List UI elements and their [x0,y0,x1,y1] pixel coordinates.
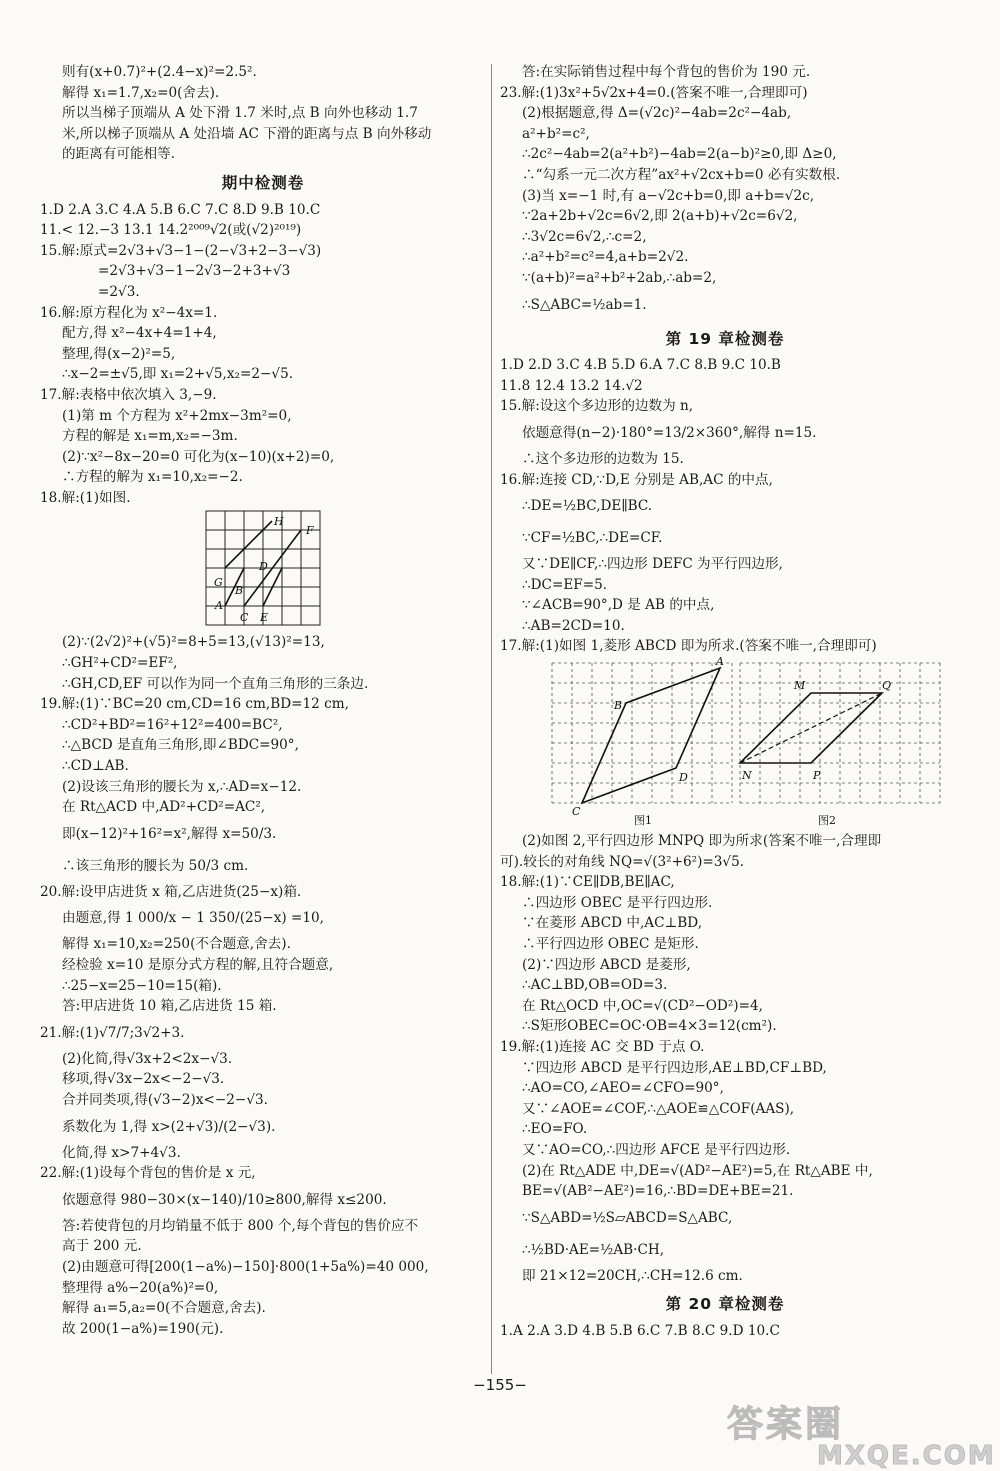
q22-line: 故 200(1−a%)=190(元). [62,1320,224,1337]
q23-line: ∵(a+b)²=a²+b²+2ab,∴ab=2, [522,269,717,286]
q17-line: 17.解:表格中依次填入 3,−9. [40,386,217,403]
q17-line: 可).较长的对角线 NQ=√(3²+6²)=3√5. [500,853,745,870]
figure-2-caption: 图2 [818,814,836,828]
q16-line: ∴DC=EF=5. [522,576,608,593]
q19-line: ∴该三角形的腰长为 50/3 cm. [62,857,249,874]
fill-answers: 11.8 12.4 13.2 14.√2 [500,377,643,394]
q23-line: ∴S△ABC=½ab=1. [522,296,647,313]
q17-line: (1)第 m 个方程为 x²+2mx−3m²=0, [62,407,292,424]
q18-line: ∵在菱形 ABCD 中,AC⊥BD, [522,915,703,932]
q16-line: ∴DE=½BC,DE∥BC. [522,498,653,515]
q19-line: (2)在 Rt△ADE 中,DE=√(AD²−AE²)=5,在 Rt△ABE 中, [522,1162,873,1179]
watermark-text-top: 答案圈 [727,1404,845,1445]
q16-line: 16.解:原方程化为 x²−4x=1. [40,304,218,321]
point-label-e: E [260,611,269,625]
rhombus-figures [500,657,950,831]
fig2-label-m: M [794,679,806,693]
q18-line: ∴四边形 OBEC 是平行四边形. [522,894,713,911]
q22-line: (2)由题意可得[200(1−a%)−150]·800(1+5a%)=40 000, [62,1258,429,1275]
q21-line: 合并同类项,得(√3−2)x<−2−√3. [62,1091,268,1108]
fig2-label-p: P [813,769,821,783]
right-column [500,62,950,1342]
grid-figure [40,508,486,632]
q22-line: 22.解:(1)设每个背包的售价是 x 元, [40,1165,256,1182]
q16-line: ∴AB=2CD=10. [522,617,625,634]
q16-line: 又∵DE∥CF,∴四边形 DEFC 为平行四边形, [522,556,783,573]
text-line: 答:在实际销售过程中每个背包的售价为 190 元. [522,64,811,80]
q22-line: 解得 a₁=5,a₂=0(不合题意,舍去). [62,1300,266,1317]
q19-line: 即 21×12=20CH,∴CH=12.6 cm. [522,1267,743,1284]
q19-line: 又∵∠AOE=∠COF,∴△AOE≌△COF(AAS), [522,1100,795,1117]
q18-line: ∴AC⊥BD,OB=OD=3. [522,977,668,994]
q18-line: 18.解:(1)如图. [40,489,131,506]
text-line: 所以当梯子顶端从 A 处下滑 1.7 米时,点 B 向外也移动 1.7 [62,105,418,122]
q21-line: 移项,得√3x−2x<−2−√3. [62,1071,225,1088]
q19-line: 又∵AO=CO,∴四边形 AFCE 是平行四边形. [522,1141,791,1158]
fig2-label-n: N [742,769,752,783]
q19-line: 19.解:(1)连接 AC 交 BD 于点 O. [500,1039,705,1055]
q16-line: 整理,得(x−2)²=5, [62,345,176,362]
q19-line: 即(x−12)²+16²=x²,解得 x=50/3. [62,825,277,842]
q20-line: 由题意,得 1 000/x − 1 350/(25−x) =10, [62,910,324,927]
q23-line: ∴3√2c=6√2,∴c=2, [522,228,647,245]
q19-line: ∵四边形 ABCD 是平行四边形,AE⊥BD,CF⊥BD, [522,1059,827,1076]
point-label-b: B [235,584,244,598]
q22-line: 高于 200 元. [62,1238,142,1255]
section-title-midterm: 期中检测卷 [221,173,305,192]
q15-line: 15.解:设这个多边形的边数为 n, [500,398,694,415]
q16-line: ∵∠ACB=90°,D 是 AB 的中点, [522,597,715,614]
text-line: 解得 x₁=1.7,x₂=0(舍去). [62,84,220,101]
watermark-text-bottom: MXQE.COM [817,1441,996,1471]
q19-line: ∴½BD·AE=½AB·CH, [522,1241,665,1258]
point-label-c: C [240,611,249,625]
q19-line: ∴AO=CO,∠AEO=∠CFO=90°, [522,1080,724,1097]
q15-line: =2√3. [98,283,140,300]
q23-line: (2)根据题意,得 Δ=(√2c)²−4ab=2c²−4ab, [522,105,792,122]
q20-line: 答:甲店进货 10 箱,乙店进货 15 箱. [62,998,277,1015]
q17-line: (2)∵x²−8x−20=0 可化为(x−10)(x+2)=0, [62,448,335,465]
fig1-label-b: B [614,699,623,713]
q18-line: ∴GH²+CD²=EF², [62,655,178,672]
mc-answers: 1.A 2.A 3.D 4.B 5.B 6.C 7.B 8.C 9.D 10.C [500,1322,780,1339]
q23-line: ∵2a+2b+√2c=6√2,即 2(a+b)+√2c=6√2, [522,208,798,225]
text-line: 米,所以梯子顶端从 A 处沿墙 AC 下滑的距离与点 B 向外移动 [62,125,432,142]
q17-line: (2)如图 2,平行四边形 MNPQ 即为所求(答案不唯一,合理即 [522,833,882,850]
q16-line: ∵CF=½BC,∴DE=CF. [522,530,663,547]
q18-line: 在 Rt△OCD 中,OC=√(CD²−OD²)=4, [522,997,763,1014]
parallelogram-mnpq [740,693,882,763]
q23-line: 23.解:(1)3x²+5√2x+4=0.(答案不唯一,合理即可) [500,84,808,101]
point-label-d: D [259,560,268,574]
q23-line: ∴“勾系一元二次方程”ax²+√2cx+b=0 必有实数根. [522,166,841,183]
q18-line: 18.解:(1)∵CE∥DB,BE∥AC, [500,874,675,891]
q18-line: (2)∵四边形 ABCD 是菱形, [522,956,691,973]
point-label-f: F [306,524,314,538]
q20-line: 解得 x₁=10,x₂=250(不合题意,舍去). [62,936,291,953]
q19-line: ∴△BCD 是直角三角形,即∠BDC=90°, [62,737,299,754]
q20-line: ∴25−x=25−10=15(箱). [62,977,222,994]
figure-1-and-2 [500,657,950,831]
section-title-ch20: 第 20 章检测卷 [665,1295,785,1314]
q19-line: ∴CD²+BD²=16²+12²=400=BC², [62,716,283,733]
q19-line: ∴CD⊥AB. [62,758,129,775]
point-label-g: G [214,576,223,590]
q22-line: 答:若使背包的月均销量不低于 800 个,每个背包的售价应不 [62,1217,419,1234]
page-number: −155− [473,1376,527,1394]
fig1-label-a: A [716,657,724,669]
left-column [40,62,486,1339]
column-divider [491,64,492,1374]
q19-line: 在 Rt△ACD 中,AD²+CD²=AC², [62,799,266,816]
section-title-ch19: 第 19 章检测卷 [665,329,785,348]
q17-line: 方程的解是 x₁=m,x₂=−3m. [62,428,238,445]
fig1-label-d: D [679,771,688,785]
q17-line: ∴方程的解为 x₁=10,x₂=−2. [62,469,243,486]
q17-line: 17.解:(1)如图 1,菱形 ABCD 即为所求.(答案不唯一,合理即可) [500,638,877,655]
q15-line: 依题意得(n−2)·180°=13/2×360°,解得 n=15. [522,424,817,441]
text-line: 则有(x+0.7)²+(2.4−x)²=2.5². [62,64,257,80]
fill-answers: 11.< 12.−3 13.1 14.2²⁰⁰⁹√2(或(√2)²⁰¹⁹) [40,222,302,239]
q21-line: 21.解:(1)√7/7;3√2+3. [40,1024,185,1041]
q22-line: 依题意得 980−30×(x−140)/10≥800,解得 x≤200. [62,1191,387,1208]
q18-line: (2)∵(2√2)²+(√5)²=8+5=13,(√13)²=13, [62,634,325,651]
q15-line: =2√3+√3−1−2√3−2+3+√3 [98,263,291,280]
q21-line: 系数化为 1,得 x>(2+√3)/(2−√3). [62,1118,276,1135]
text-line: 的距离有可能相等. [62,146,176,163]
q23-line: a²+b²=c², [522,125,590,142]
mc-answers: 1.D 2.A 3.C 4.A 5.B 6.C 7.C 8.D 9.B 10.C [40,201,321,218]
diagonal-nq [740,693,882,763]
watermark-logo [727,1396,996,1471]
mc-answers: 1.D 2.D 3.C 4.B 5.D 6.A 7.C 8.B 9.C 10.B [500,357,781,374]
fig1-label-c: C [572,805,581,819]
q21-line: 化简,得 x>7+4√3. [62,1144,181,1161]
q16-line: 16.解:连接 CD,∵D,E 分别是 AB,AC 的中点, [500,471,773,488]
q18-line: ∴GH,CD,EF 可以作为同一个直角三角形的三条边. [62,675,369,692]
point-label-h: H [274,515,284,529]
q19-line: BE=√(AB²−AE²)=16,∴BD=DE+BE=21. [522,1183,794,1200]
q15-line: ∴这个多边形的边数为 15. [522,450,684,467]
q23-line: ∴a²+b²=c²=4,a+b=2√2. [522,249,689,266]
q15-line: 15.解:原式=2√3+√3−1−(2−√3+2−3−√3) [40,242,322,259]
q16-line: ∴x−2=±√5,即 x₁=2+√5,x₂=2−√5. [62,366,294,383]
point-label-a: A [215,599,223,613]
q19-line: (2)设该三角形的腰长为 x,∴AD=x−12. [62,778,302,795]
q19-line: ∴EO=FO. [522,1121,588,1138]
q18-line: ∴S矩形OBEC=OC·OB=4×3=12(cm²). [522,1018,777,1035]
q20-line: 经检验 x=10 是原分式方程的解,且符合题意, [62,957,334,973]
fig2-label-q: Q [882,679,892,693]
q22-line: 整理得 a%−20(a%)²=0, [62,1279,219,1296]
q16-line: 配方,得 x²−4x+4=1+4, [62,325,217,342]
q23-line: (3)当 x=−1 时,有 a−√2c+b=0,即 a+b=√2c, [522,187,815,204]
q23-line: ∴2c²−4ab=2(a²+b²)−4ab=2(a−b)²≥0,即 Δ≥0, [522,146,837,163]
grid-diagram [40,508,486,630]
q21-line: (2)化简,得√3x+2<2x−√3. [62,1050,233,1067]
q18-line: ∴平行四边形 OBEC 是矩形. [522,936,699,953]
q19-line: ∵S△ABD=½S▱ABCD=S△ABC, [522,1209,733,1226]
q20-line: 20.解:设甲店进货 x 箱,乙店进货(25−x)箱. [40,883,302,900]
figure-1-caption: 图1 [634,814,652,828]
q19-line: 19.解:(1)∵BC=20 cm,CD=16 cm,BD=12 cm, [40,696,349,713]
